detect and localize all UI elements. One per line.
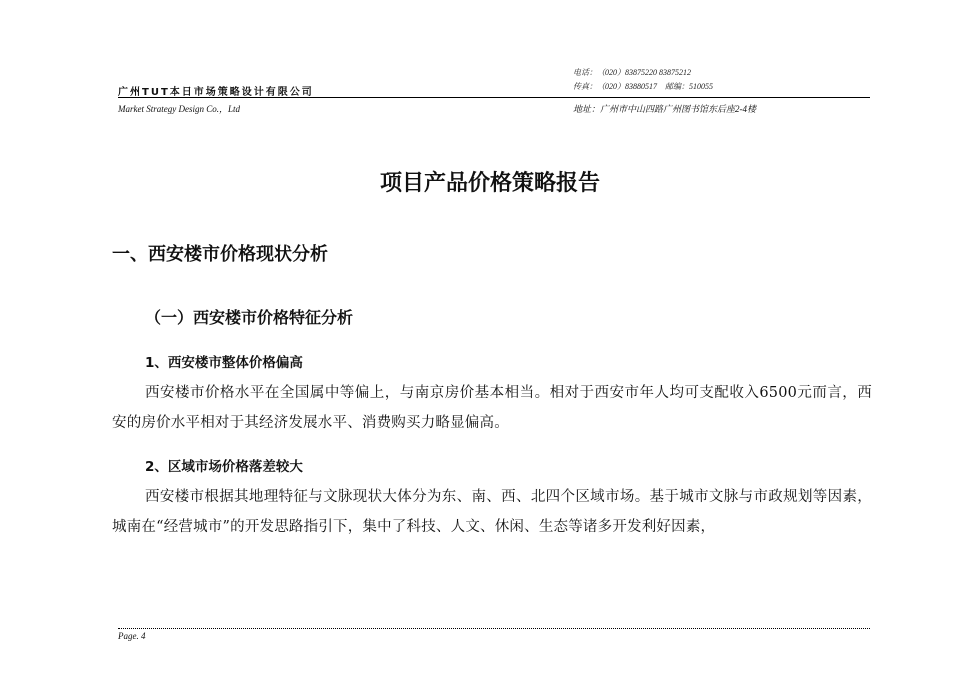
point-heading-1: 1、西安楼市整体价格偏高 xyxy=(145,355,303,371)
section-heading: 一、西安楼市价格现状分析 xyxy=(112,244,328,265)
header-company-name: 广州TUT本日市场策略设计有限公司 xyxy=(118,87,314,98)
paragraph-2: 西安楼市根据其地理特征与文脉现状大体分为东、南、西、北四个区域市场。基于城市文脉与市政规划等因素，城南在“经营城市”的开发思路指引下，集中了科技、人文、休闲、生态等诸多开发利好因素， xyxy=(112,489,872,535)
header-address: 地址：广州市中山四路广州图书馆东后座2-4楼 xyxy=(573,104,756,114)
header-fax-postcode: 传真：（020）83880517 邮编：510055 xyxy=(573,82,713,91)
footer-divider xyxy=(118,628,870,629)
header-phone: 电话：（020）83875220 83875212 xyxy=(573,68,691,77)
paragraph-1: 西安楼市价格水平在全国属中等偏上，与南京房价基本相当。相对于西安市年人均可支配收入6500元而言，西安的房价水平相对于其经济发展水平、消费购买力略显偏高。 xyxy=(112,385,872,431)
document-title: 项目产品价格策略报告 xyxy=(379,171,600,196)
header-company-english: Market Strategy Design Co.，Ltd xyxy=(118,104,240,114)
subsection-heading: （一）西安楼市价格特征分析 xyxy=(145,308,354,327)
footer-page-number: Page. 4 xyxy=(118,631,146,641)
header-divider xyxy=(118,97,870,98)
point-heading-2: 2、区域市场价格落差较大 xyxy=(145,459,303,475)
